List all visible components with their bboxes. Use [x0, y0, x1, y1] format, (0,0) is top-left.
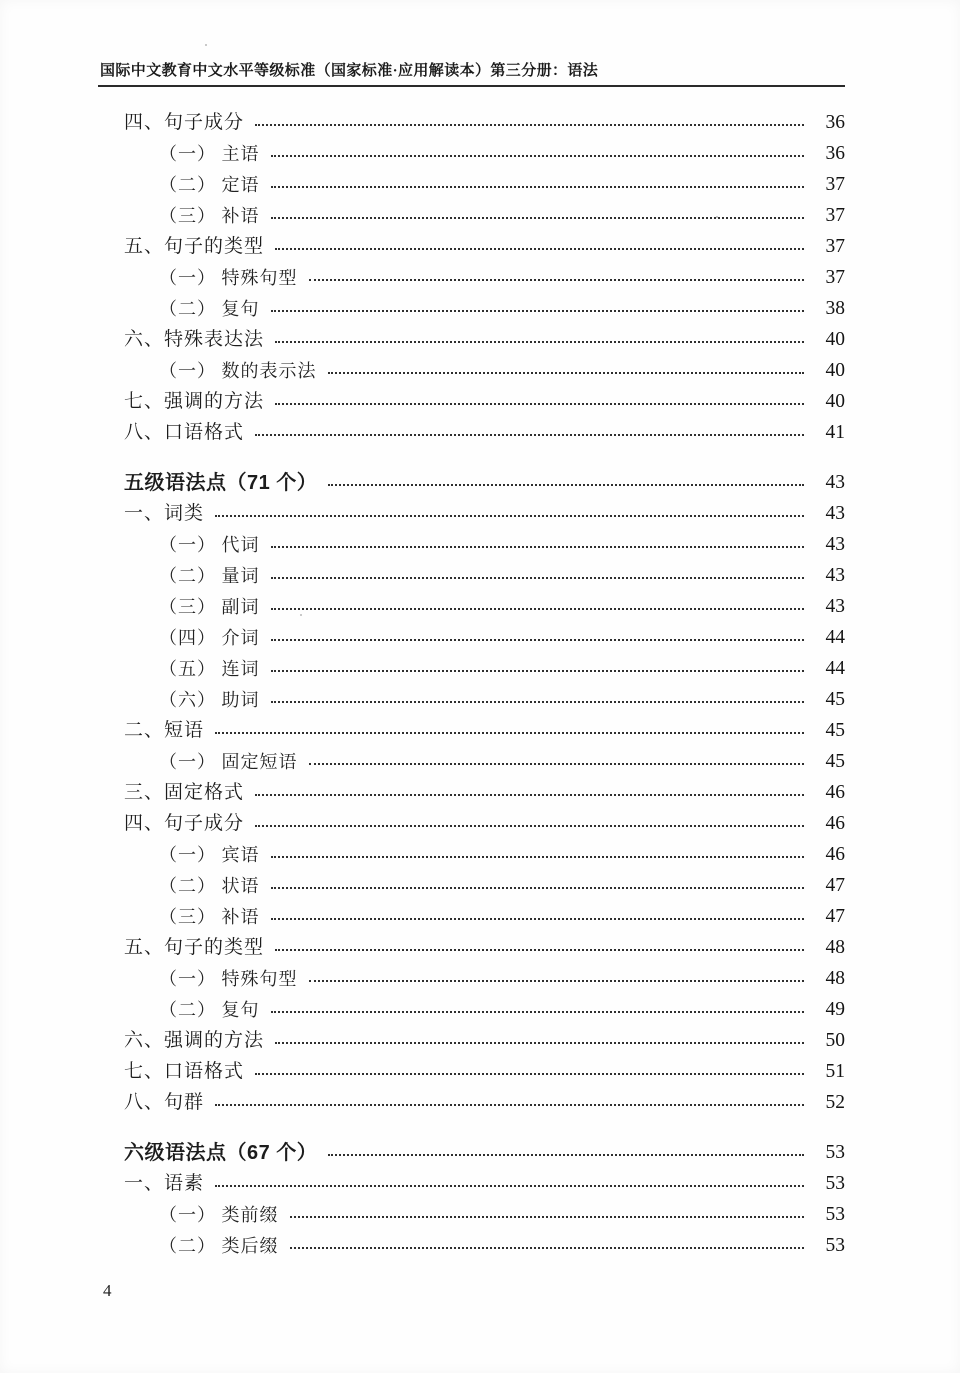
toc-entry	[159, 529, 845, 560]
toc-entry	[159, 138, 845, 169]
toc-entry-page-number: 51	[825, 1060, 845, 1082]
toc-entry-page-number: 45	[825, 719, 845, 741]
toc-entry-label: （二） 类后缀	[159, 1235, 279, 1256]
toc-entry	[124, 715, 845, 746]
toc-entry	[159, 653, 845, 684]
dotted-leader	[309, 763, 805, 765]
toc-entry-label: （三） 补语	[159, 906, 260, 927]
toc-entry-label: 四、句子成分	[124, 813, 245, 834]
toc-entry-label: （二） 复句	[159, 298, 260, 319]
toc-entry-page-number: 53	[825, 1234, 845, 1256]
toc-entry-label: 七、强调的方法	[124, 391, 265, 412]
toc-entry	[159, 622, 845, 653]
toc-entry	[159, 355, 845, 386]
toc-entry-page-number: 45	[825, 750, 845, 772]
toc-entry-label: 四、句子成分	[124, 112, 245, 133]
toc-entry-page-number: 49	[825, 998, 845, 1020]
dotted-leader	[328, 1154, 804, 1156]
scan-speck	[205, 44, 207, 46]
dotted-leader	[271, 155, 805, 157]
toc-entry-page-number: 36	[825, 142, 845, 164]
toc-entry-label: （一） 主语	[159, 143, 260, 164]
toc-entry	[124, 808, 845, 839]
dotted-leader	[215, 1104, 804, 1106]
toc-entry	[159, 591, 845, 622]
scan-speck	[716, 216, 718, 218]
toc-entry-page-number: 46	[825, 812, 845, 834]
toc-entry-page-number: 38	[825, 297, 845, 319]
toc-entry-page-number: 41	[825, 421, 845, 443]
toc-entry-label: （一） 宾语	[159, 844, 260, 865]
dotted-leader	[271, 701, 805, 703]
dotted-leader	[215, 515, 804, 517]
toc-entry	[124, 1056, 845, 1087]
toc-entry-label: （一） 数的表示法	[159, 360, 317, 381]
toc-entry-label: 五级语法点（71 个）	[124, 471, 318, 494]
toc-entry-page-number: 36	[825, 111, 845, 133]
dotted-leader	[290, 1247, 805, 1249]
dotted-leader	[271, 1011, 805, 1013]
page-number: 4	[103, 1281, 112, 1300]
dotted-leader	[271, 608, 805, 610]
toc-entry	[124, 498, 845, 529]
dotted-leader	[328, 484, 804, 486]
toc-entry-page-number: 43	[825, 595, 845, 617]
toc-entry	[124, 107, 845, 138]
toc-entry	[124, 467, 845, 498]
toc-entry	[124, 231, 845, 262]
toc-entry-page-number: 37	[825, 266, 845, 288]
toc-entry	[159, 994, 845, 1025]
dotted-leader	[290, 1216, 805, 1218]
toc-entry-page-number: 46	[825, 781, 845, 803]
toc-entry-page-number: 53	[825, 1203, 845, 1225]
toc-entry-label: 三、固定格式	[124, 782, 245, 803]
toc-entry-page-number: 45	[825, 688, 845, 710]
toc-entry-label: 二、短语	[124, 720, 205, 741]
dotted-leader	[215, 1185, 804, 1187]
table-of-contents	[100, 107, 845, 1261]
toc-entry	[159, 200, 845, 231]
toc-entry-label: 五、句子的类型	[124, 236, 265, 257]
dotted-leader	[275, 1042, 804, 1044]
toc-entry-label: （一） 固定短语	[159, 751, 298, 772]
dotted-leader	[271, 639, 805, 641]
toc-entry-label: （一） 特殊句型	[159, 267, 298, 288]
toc-entry-label: （一） 代词	[159, 534, 260, 555]
toc-entry-label: 六级语法点（67 个）	[124, 1141, 318, 1164]
toc-entry	[124, 932, 845, 963]
toc-entry	[159, 684, 845, 715]
toc-entry-page-number: 50	[825, 1029, 845, 1051]
dotted-leader	[275, 248, 804, 250]
toc-entry-page-number: 40	[825, 359, 845, 381]
toc-entry-page-number: 44	[825, 657, 845, 679]
toc-entry-page-number: 40	[825, 328, 845, 350]
dotted-leader	[328, 372, 805, 374]
dotted-leader	[255, 794, 804, 796]
running-header-title: 国际中文教育中文水平等级标准（国家标准·应用解读本）第三分册：语法	[100, 63, 599, 79]
toc-entry-label: （一） 类前缀	[159, 1204, 279, 1225]
toc-entry	[159, 293, 845, 324]
toc-entry-label: （四） 介词	[159, 627, 260, 648]
dotted-leader	[271, 217, 805, 219]
dotted-leader	[255, 124, 804, 126]
dotted-leader	[255, 825, 804, 827]
dotted-leader	[271, 887, 805, 889]
dotted-leader	[271, 310, 805, 312]
toc-entry-page-number: 40	[825, 390, 845, 412]
toc-entry-label: 一、语素	[124, 1173, 205, 1194]
toc-entry	[124, 1025, 845, 1056]
toc-entry	[159, 746, 845, 777]
dotted-leader	[271, 670, 805, 672]
toc-entry-label: （六） 助词	[159, 689, 260, 710]
toc-entry-page-number: 52	[825, 1091, 845, 1113]
toc-entry	[124, 417, 845, 448]
toc-entry-label: （二） 状语	[159, 875, 260, 896]
toc-entry-label: （二） 定语	[159, 174, 260, 195]
toc-entry-label: （二） 复句	[159, 999, 260, 1020]
dotted-leader	[271, 856, 805, 858]
dotted-leader	[271, 918, 805, 920]
toc-entry	[159, 870, 845, 901]
dotted-leader	[255, 1073, 804, 1075]
dotted-leader	[309, 980, 805, 982]
toc-entry	[159, 901, 845, 932]
toc-entry	[159, 963, 845, 994]
toc-entry-page-number: 43	[825, 471, 845, 493]
toc-entry	[124, 1087, 845, 1118]
toc-entry	[159, 262, 845, 293]
toc-entry-label: （二） 量词	[159, 565, 260, 586]
dotted-leader	[275, 341, 804, 343]
dotted-leader	[275, 949, 804, 951]
toc-entry-label: 七、口语格式	[124, 1061, 245, 1082]
toc-entry-page-number: 43	[825, 502, 845, 524]
toc-entry-label: 六、强调的方法	[124, 1030, 265, 1051]
toc-entry-page-number: 47	[825, 874, 845, 896]
toc-entry	[124, 324, 845, 355]
toc-entry	[124, 1168, 845, 1199]
dotted-leader	[271, 186, 805, 188]
toc-entry-label: 五、句子的类型	[124, 937, 265, 958]
scan-speck	[300, 614, 302, 616]
toc-entry-page-number: 44	[825, 626, 845, 648]
toc-entry-label: 六、特殊表达法	[124, 329, 265, 350]
header-rule	[98, 85, 845, 87]
toc-entry-label: （三） 副词	[159, 596, 260, 617]
toc-entry-page-number: 46	[825, 843, 845, 865]
toc-entry-label: 八、句群	[124, 1092, 205, 1113]
toc-entry-label: （五） 连词	[159, 658, 260, 679]
page-header	[100, 62, 845, 87]
toc-entry-page-number: 53	[825, 1141, 845, 1163]
toc-entry-page-number: 37	[825, 173, 845, 195]
toc-entry-page-number: 48	[825, 967, 845, 989]
dotted-leader	[271, 546, 805, 548]
toc-entry-page-number: 37	[825, 235, 845, 257]
toc-entry	[159, 560, 845, 591]
toc-entry	[124, 777, 845, 808]
toc-entry-label: （一） 特殊句型	[159, 968, 298, 989]
toc-entry-label: 八、口语格式	[124, 422, 245, 443]
toc-entry-page-number: 37	[825, 204, 845, 226]
toc-entry	[159, 1230, 845, 1261]
toc-entry-label: 一、词类	[124, 503, 205, 524]
toc-entry	[159, 839, 845, 870]
toc-entry-label: （三） 补语	[159, 205, 260, 226]
toc-entry-page-number: 43	[825, 533, 845, 555]
dotted-leader	[309, 279, 805, 281]
toc-entry-page-number: 48	[825, 936, 845, 958]
toc-entry-page-number: 43	[825, 564, 845, 586]
dotted-leader	[271, 577, 805, 579]
dotted-leader	[275, 403, 804, 405]
toc-entry-page-number: 53	[825, 1172, 845, 1194]
toc-entry	[124, 386, 845, 417]
dotted-leader	[255, 434, 804, 436]
toc-entry	[124, 1137, 845, 1168]
toc-entry	[159, 1199, 845, 1230]
toc-entry-page-number: 47	[825, 905, 845, 927]
toc-entry	[159, 169, 845, 200]
dotted-leader	[215, 732, 804, 734]
